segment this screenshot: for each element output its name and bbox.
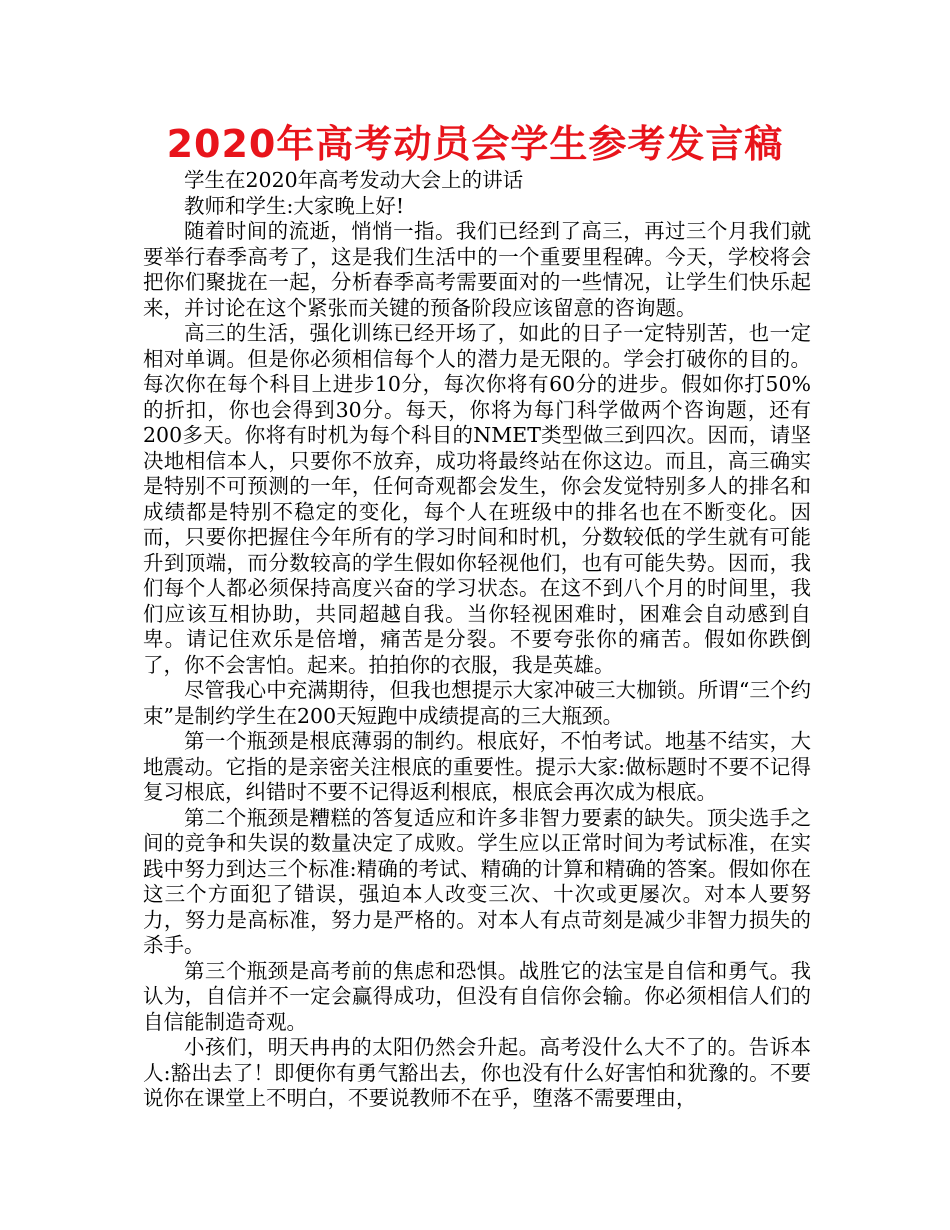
- document-title: 2020年高考动员会学生参考发言稿: [166, 122, 784, 166]
- document-body: [143, 168, 811, 1112]
- paragraph-occasion: 学生在2020年高考发动大会上的讲话: [184, 168, 524, 192]
- paragraph-bottleneck-one: 第一个瓶颈是根底薄弱的制约。根底好，不怕考试。地基不结实，大地震动。它指的是亲密关注根底的重要性。提示大家:做标题时不要不记得复习根底，纠错时不要不记得返利根底，根底会再次成为根底。: [143, 729, 811, 804]
- paragraph-three-bottlenecks: 尽管我心中充满期待，但我也想提示大家冲破三大枷锁。所谓“三个约束”是制约学生在200天短跑中成绩提高的三大瓶颈。: [143, 678, 811, 728]
- paragraph-bottleneck-two: 第二个瓶颈是糟糕的答复适应和许多非智力要素的缺失。顶尖选手之间的竞争和失误的数量决定了成败。学生应以正常时间为考试标准，在实践中努力到达三个标准:精确的考试、精确的计算和精确的答案。假如你在这三个方面犯了错误，强迫本人改变三次、十次或更屡次。对本人要努力，努力是高标准，努力是严格的。对本人有点苛刻是减少非智力损失的杀手。: [143, 805, 811, 957]
- paragraph-greeting: 教师和学生:大家晚上好!: [184, 193, 405, 218]
- paragraph-closing: 小孩们，明天冉冉的太阳仍然会升起。高考没什么大不了的。告诉本人:豁出去了！即便你有勇气豁出去，你也没有什么好害怕和犹豫的。不要说你在课堂上不明白，不要说教师不在乎，堕落不需要理由，: [143, 1035, 811, 1110]
- paragraph-senior-year: 高三的生活，强化训练已经开场了，如此的日子一定特别苦，也一定相对单调。但是你必须相信每个人的潜力是无限的。学会打破你的目的。每次你在每个科目上进步10分，每次你将有60分的进步。假如你打50%的折扣，你也会得到30分。每天，你将为每门科学做两个咨询题，还有200多天。你将有时机为每个科目的NMET类型做三到四次。因而，请坚决地相信本人，只要你不放弃，成功将最终站在你这边。而且，高三确实是特别不可预测的一年，任何奇观都会发生，你会发觉特别多人的排名和成绩都是特别不稳定的变化，每个人在班级中的排名也在不断变化。因而，只要你把握住今年所有的学习时间和时机，分数较低的学生就有可能升到顶端，而分数较高的学生假如你轻视他们，也有可能失势。因而，我们每个人都必须保持高度兴奋的学习状态。在这不到八个月的时间里，我们应该互相协助，共同超越自我。当你轻视困难时，困难会自动感到自卑。请记住欢乐是倍增，痛苦是分裂。不要夸张你的痛苦。假如你跌倒了，你不会害怕。起来。拍拍你的衣服，我是英雄。: [143, 321, 811, 677]
- paragraph-intro: 随着时间的流逝，悄悄一指。我们已经到了高三，再过三个月我们就要举行春季高考了，这是我们生活中的一个重要里程碑。今天，学校将会把你们聚拢在一起，分析春季高考需要面对的一些情况，让学生们快乐起来，并讨论在这个紧张而关键的预备阶段应该留意的咨询题。: [143, 219, 811, 320]
- paragraph-bottleneck-three: 第三个瓶颈是高考前的焦虑和恐惧。战胜它的法宝是自信和勇气。我认为，自信并不一定会赢得成功，但没有自信你会输。你必须相信人们的自信能制造奇观。: [143, 958, 811, 1034]
